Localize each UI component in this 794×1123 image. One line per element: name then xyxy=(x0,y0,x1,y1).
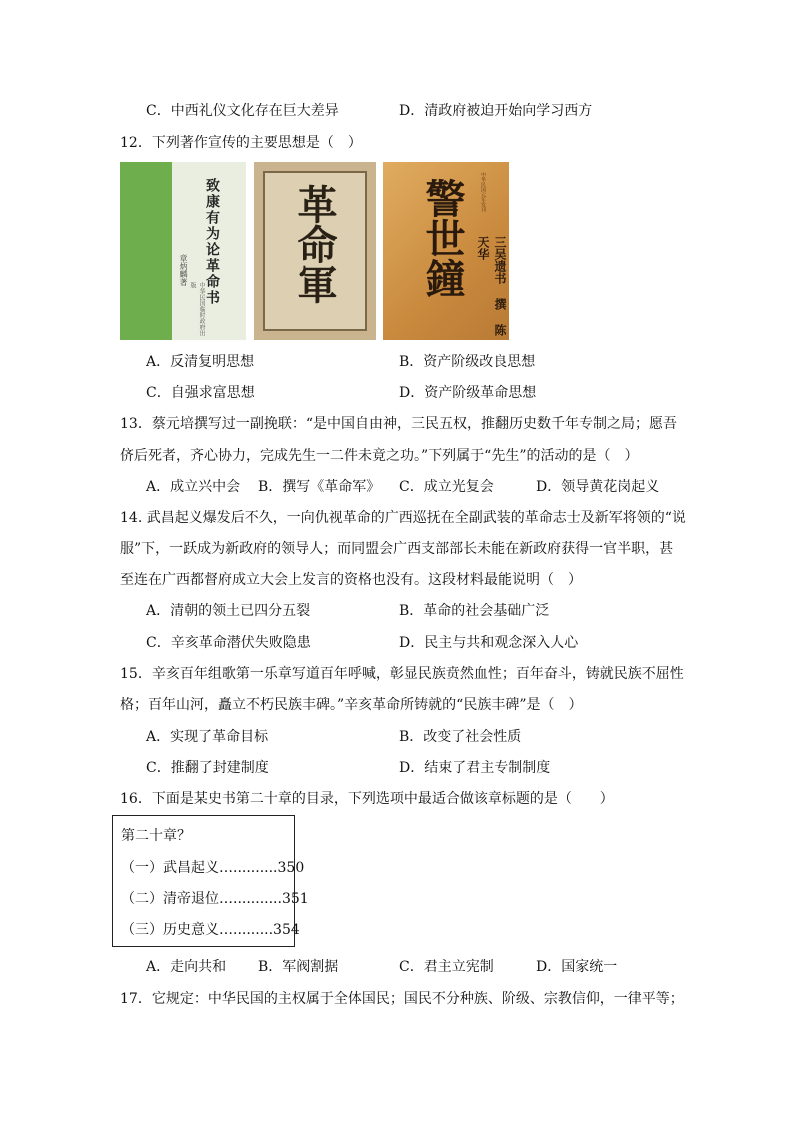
q16-option-a: A．走向共和 xyxy=(146,959,227,975)
book-title-2: 革命軍 xyxy=(291,184,338,304)
q14-option-a: A．清朝的领土已四分五裂 xyxy=(146,603,311,619)
book-note-1: 中华民国临时政府出版 xyxy=(189,282,205,336)
book-note-3: 中华民国元年发刊 xyxy=(480,172,486,212)
toc-item-1: （一）武昌起义…..........350 xyxy=(121,860,305,876)
q13-option-a: A．成立兴中会 xyxy=(146,479,241,495)
q13-line-2: 侪后死者，齐心协力，完成先生一二件未竟之功。”下列属于“先生”的活动的是（ ） xyxy=(120,448,639,464)
toc-box xyxy=(112,815,309,947)
q15-option-a: A．实现了革命目标 xyxy=(146,729,269,745)
q13-option-b: B．撰写《革命军》 xyxy=(258,479,381,495)
q14-option-b: B．革命的社会基础广泛 xyxy=(399,603,550,619)
q17-line-1: 17．它规定：中华民国的主权属于全体国民；国民不分种族、阶级、宗教信仰，一律平等； xyxy=(120,991,684,1007)
q12-option-d: D．资产阶级革命思想 xyxy=(399,385,537,401)
toc-item-3: （三）历史意义….........354 xyxy=(121,922,300,938)
q12-option-c: C．自强求富思想 xyxy=(146,385,255,401)
book-title-3: 警世鐘 xyxy=(419,178,466,298)
q16-option-c: C．君主立宪制 xyxy=(399,959,494,975)
q14-line-3: 至连在广西都督府成立大会上发言的资格也没有。这段材料最能说明（ ） xyxy=(120,572,582,588)
book-cover-zhi-kang-youwei xyxy=(120,162,246,340)
q11-option-c: C．中西礼仪文化存在巨大差异 xyxy=(146,103,339,119)
q12-option-b: B．资产阶级改良思想 xyxy=(399,354,536,370)
q13-option-c: C．成立光复会 xyxy=(399,479,494,495)
q14-line-2: 服”下，一跃成为新政府的领导人；而同盟会广西支部部长未能在新政府获得一官半职，甚 xyxy=(120,541,674,557)
q15-option-c: C．推翻了封建制度 xyxy=(146,760,269,776)
toc-item-2: （二）清帝退位…...........351 xyxy=(121,891,309,907)
book-cover-geming-jun xyxy=(254,162,376,340)
q16-option-d: D．国家统一 xyxy=(536,959,618,975)
q15-option-b: B．改变了社会性质 xyxy=(399,729,522,745)
book-cover-jingshi-zhong xyxy=(383,162,509,340)
q16-stem: 16．下面是某史书第二十章的目录，下列选项中最适合做该章标题的是（ ） xyxy=(120,791,614,807)
q12-stem: 12．下列著作宣传的主要思想是（ ） xyxy=(120,135,362,151)
book-side-text-3: 三吴遗书 撰 陈天华 xyxy=(476,236,507,336)
q16-option-b: B．军阀割据 xyxy=(258,959,339,975)
book-author-1: 章炳麟著 xyxy=(179,254,188,286)
book-title-1: 致康有为论革命书 xyxy=(204,178,220,306)
q14-option-c: C．辛亥革命潜伏失败隐患 xyxy=(146,635,311,651)
q11-option-d: D．清政府被迫开始向学习西方 xyxy=(399,103,593,119)
toc-heading: 第二十章？ xyxy=(121,828,191,844)
q15-line-1: 15．辛亥百年组歌第一乐章写道百年呼喊，彰显民族贲然血性；百年奋斗，铸就民族不屈性 xyxy=(120,666,684,682)
q15-option-d: D．结束了君主专制制度 xyxy=(399,760,551,776)
q14-option-d: D．民主与共和观念深入人心 xyxy=(399,635,579,651)
q15-line-2: 格；百年山河，矗立不朽民族丰碑。”辛亥革命所铸就的“民族丰碑”是（ ） xyxy=(120,697,583,713)
q13-option-d: D．领导黄花岗起义 xyxy=(536,479,660,495)
q12-option-a: A．反清复明思想 xyxy=(146,354,255,370)
q13-line-1: 13．蔡元培撰写过一副挽联：“是中国自由神，三民五权，推翻历史数千年专制之局；愿吾 xyxy=(120,416,677,432)
q14-line-1: 14. 武昌起义爆发后不久，一向仇视革命的广西巡抚在全副武装的革命志士及新军将领的“说 xyxy=(120,510,686,526)
